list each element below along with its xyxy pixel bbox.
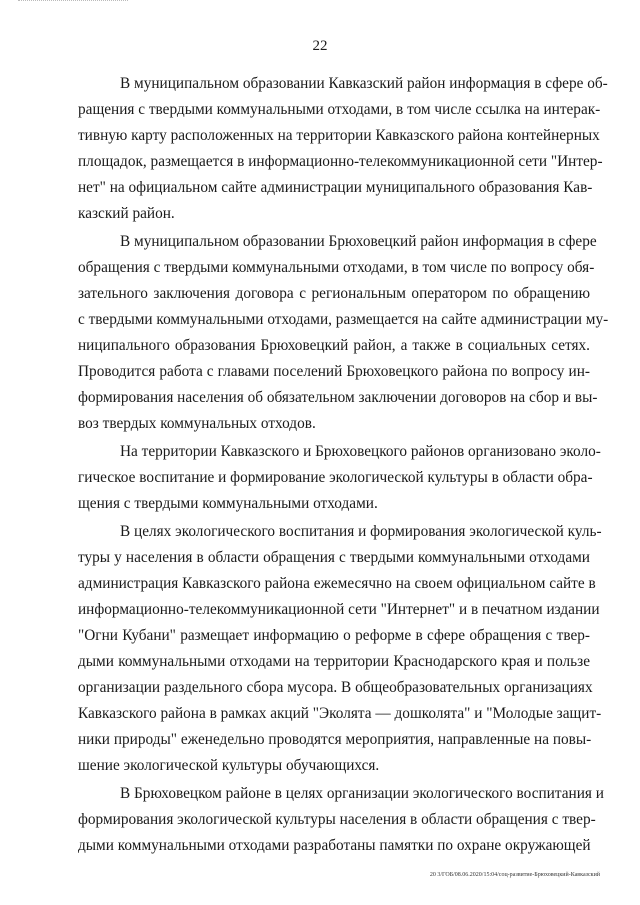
text-line: администрация Кавказского района ежемесячно на своем официальном сайте в [78,575,596,592]
text-line: воз твердых коммунальных отходов. [78,415,316,432]
text-line: шение экологической культуры обучающихся. [78,757,380,774]
text-line: формирования населения об обязательном заключении договоров на сбор и вы- [78,389,598,406]
text-line: щения с твердыми коммунальными отходами. [78,495,378,512]
text-line: дыми коммунальными отходами разработаны памятки по охране окружающей [78,837,591,854]
text-line: организации раздельного сбора мусора. В общеобразовательных организациях [78,679,593,696]
text-line: зательного заключения договора с региональным оператором по обращению [78,285,590,302]
text-line: ращения с твердыми коммунальными отходами, в том числе ссылка на интерак- [78,101,601,118]
text-line: с твердыми коммунальными отходами, размещается на сайте администрации му- [78,311,609,328]
text-line: В муниципальном образовании Кавказский район информация в сфере об- [120,75,608,92]
text-line: На территории Кавказского и Брюховецкого районов организовано эколо- [120,443,601,460]
text-line: В муниципальном образовании Брюховецкий район информация в сфере [120,233,597,250]
text-line: ниципального образования Брюховецкий район, а также в социальных сетях. [78,337,590,354]
text-line: дыми коммунальными отходами на территории Краснодарского края и пользе [78,653,590,670]
text-line: В целях экологического воспитания и формирования экологической куль- [120,523,602,540]
text-line: площадок, размещается в информационно-телекоммуникационной сети "Интер- [78,153,603,170]
text-line: тивную карту расположенных на территории Кавказского района контейнерных [78,127,600,144]
scan-artifact-line [18,0,128,2]
text-line: казский район. [78,205,175,222]
text-line: Кавказского района в рамках акций "Эколята — дошколята" и "Молодые защит- [78,705,602,722]
text-line: туры у населения в области обращения с твердыми коммунальными отходами [78,549,590,566]
text-line: формирования экологической культуры населения в области обращения с твер- [78,811,596,828]
text-line: ники природы" еженедельно проводятся мероприятия, направленные на повы- [78,731,592,748]
text-line: "Огни Кубани" размещает информацию о реформе в сфере обращения с твер- [78,627,590,644]
text-line: нет" на официальном сайте администрации муниципального образования Кав- [78,179,593,196]
text-line: информационно-телекоммуникационной сети "Интернет" и в печатном издании [78,601,600,618]
text-line: гическое воспитание и формирование экологической культуры в области обра- [78,469,593,486]
text-line: обращения с твердыми коммунальными отходами, в том числе по вопросу обя- [78,259,595,276]
document-footer-code: 20 3/ГОБ/08.06.2020/15:04/соц-развитие-Брюховецкий-Кавказский [429,872,600,878]
text-line: В Брюховецком районе в целях организации экологического воспитания и [120,785,604,802]
text-line: Проводится работа с главами поселений Брюховецкого района по вопросу ин- [78,363,590,380]
page-number: 22 [312,38,328,54]
